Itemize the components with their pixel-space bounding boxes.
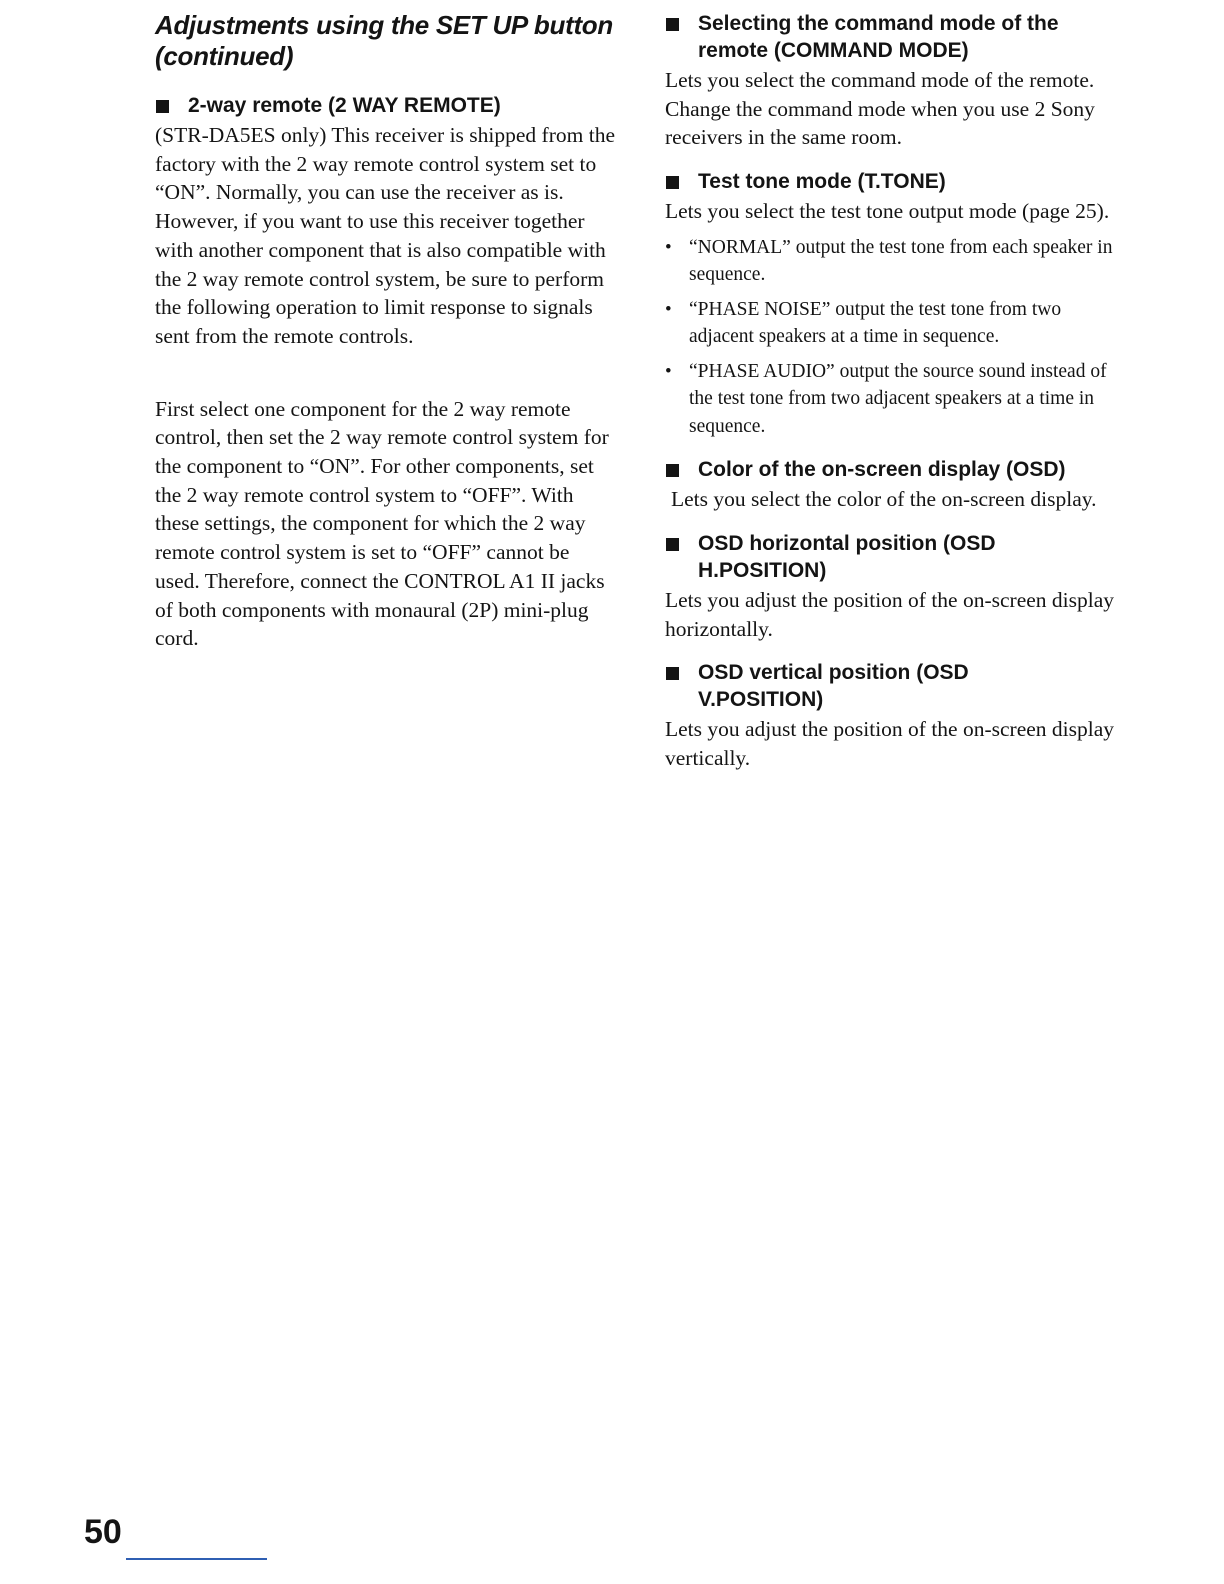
section-heading-line1: OSD vertical position (OSD [698, 661, 969, 685]
page-title-line2: (continued) [155, 41, 294, 71]
section-heading-text: Color of the on-screen display (OSD) [698, 458, 1066, 482]
square-bullet-icon [156, 100, 169, 113]
section-heading [665, 659, 1125, 713]
section-osd-horizontal [665, 530, 1125, 643]
section-heading [665, 10, 1125, 64]
footer-rule [126, 1558, 267, 1560]
square-bullet-icon [666, 176, 679, 189]
section-osd-color [665, 456, 1125, 514]
list-item [665, 234, 1125, 289]
paragraph: Lets you adjust the position of the on-screen display vertically. [665, 717, 1115, 771]
section-heading [665, 530, 1125, 584]
left-column [155, 10, 615, 669]
section-heading-text: 2-way remote (2 WAY REMOTE) [188, 94, 501, 117]
list-item-text: “NORMAL” output the test tone from each speaker in sequence. [689, 236, 1113, 286]
page-number: 50 [84, 1513, 122, 1551]
paragraph: First select one component for the 2 way remote control, then set the 2 way remote control system for the component to “ON”. For other components, set the 2 way remote control system to “OFF”. With these settings, the component for which the 2 way remote control system is set to “OFF” cannot be used. Therefore, connect the CONTROL A1 II jacks of both components with monaural (2P) mini-plug cord. [155, 396, 609, 651]
list-item [665, 358, 1125, 441]
bullet-list [665, 234, 1125, 441]
paragraph: Lets you select the command mode of the remote. Change the command mode when you use 2 Sony receivers in the same room. [665, 68, 1095, 150]
square-bullet-icon [666, 18, 679, 31]
section-heading [155, 92, 615, 119]
section-heading-line2: H.POSITION) [698, 559, 827, 583]
section-two-way-remote [155, 92, 615, 653]
paragraph: (STR-DA5ES only) This receiver is shipped from the factory with the 2 way remote control system set to “ON”. Normally, you can use the receiver as is. However, if you want to use this receiver together with another component that is also compatible with the 2 way remote control system, be sure to perform the following operation to limit response to signals sent from the remote controls. [155, 123, 615, 348]
paragraph: Lets you adjust the position of the on-screen display horizontally. [665, 588, 1115, 641]
section-heading-text: Test tone mode (T.TONE) [698, 170, 946, 194]
paragraph: Lets you select the color of the on-screen display. [671, 487, 1097, 512]
list-item-text: “PHASE AUDIO” output the source sound instead of the test tone from two adjacent speakers at a time in sequence. [689, 360, 1107, 437]
list-item [665, 296, 1125, 351]
section-command-mode [665, 10, 1125, 152]
section-heading-line1: Selecting the command mode of the [698, 12, 1059, 35]
square-bullet-icon [666, 667, 679, 680]
bullet-dot-icon: • [665, 360, 672, 382]
list-item-text: “PHASE NOISE” output the test tone from two adjacent speakers at a time in sequence. [689, 298, 1062, 348]
section-heading-line2: remote (COMMAND MODE) [698, 39, 969, 62]
square-bullet-icon [666, 464, 679, 477]
section-heading-line2: V.POSITION) [698, 688, 824, 712]
paragraph: Lets you select the test tone output mode (page 25). [665, 199, 1110, 224]
section-osd-vertical [665, 659, 1125, 772]
page-title-line1: Adjustments using the SET UP button [155, 10, 613, 40]
bullet-dot-icon: • [665, 236, 672, 258]
section-heading [665, 456, 1125, 483]
right-column [665, 10, 1125, 789]
bullet-dot-icon: • [665, 298, 672, 320]
section-heading [665, 168, 1125, 195]
square-bullet-icon [666, 538, 679, 551]
section-test-tone [665, 168, 1125, 440]
page-title [155, 10, 615, 72]
section-heading-line1: OSD horizontal position (OSD [698, 532, 996, 556]
